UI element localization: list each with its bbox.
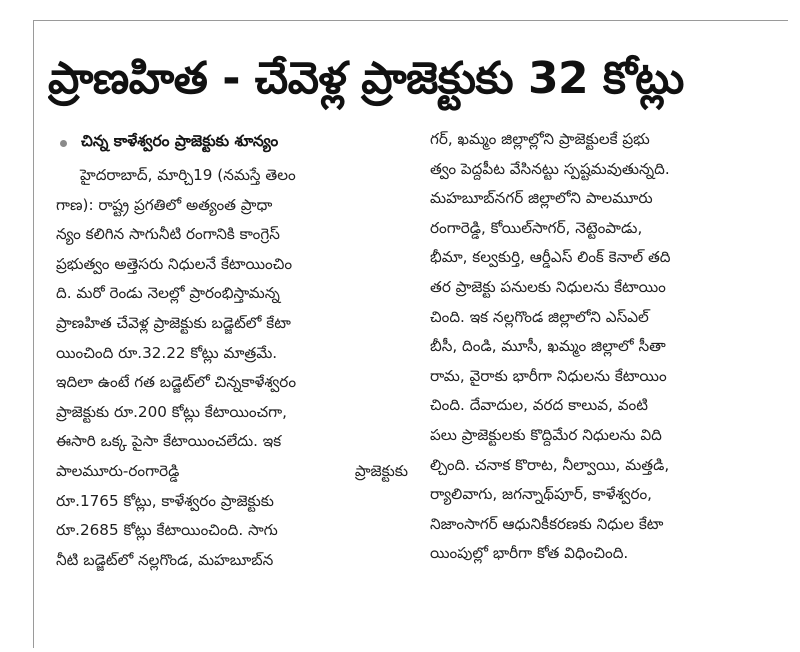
text-line: ప్రాజెక్టుకు రూ.200 కోట్లు కేటాయించగా,: [56, 402, 287, 421]
text-line: తర ప్రాజెక్టు పనులకు నిధులను కేటాయిం: [430, 277, 666, 296]
bullet-icon: [60, 140, 67, 147]
text-line: ప్రభుత్వం అత్తెసరు నిధులనే కేటాయించిం: [56, 254, 293, 273]
text-line: ఈసారి ఒక్క పైసా కేటాయించలేదు. ఇక: [56, 432, 282, 451]
text-line: [56, 457, 408, 487]
subheadline-text: చిన్న కాళేశ్వరం ప్రాజెక్టుకు శూన్యం: [81, 132, 279, 150]
text-line: పలు ప్రాజెక్టులకు కొద్దిమేర నిధులను విది: [430, 425, 662, 444]
text-line: మహబూబ్‌నగర్ జిల్లాలోని పాలమూరు: [430, 189, 653, 208]
text-line: ల్చింది. చనాక కొరాట, నీల్వాయి, మత్తడి,: [430, 455, 670, 474]
text-line: చింది. ఇక నల్లగొండ జిల్లాలోని ఎస్‌ఎల్: [430, 307, 649, 326]
news-clipping: [33, 20, 788, 648]
text-line: హైదరాబాద్, మార్చి19 (నమస్తే తెలం: [80, 166, 296, 184]
text-line: రామ, వైరాకు భారీగా నిధులను కేటాయిం: [430, 366, 667, 385]
text-line: త్వం పెద్దపీట వేసినట్టు స్పష్టమవుతున్నది.: [430, 159, 670, 178]
text-line: రూ.1765 కోట్లు, కాళేశ్వరం ప్రాజెక్టుకు: [56, 491, 274, 510]
headline: ప్రాణహిత - చేవెళ్ల ప్రాజెక్టుకు 32 కోట్లు: [48, 53, 684, 104]
text-line: చింది. దేవాదుల, వరద కాలువ, వంటి: [430, 396, 648, 415]
text-line: ప్రాణహిత చేవెళ్ల ప్రాజెక్టుకు బడ్జెట్‌లో కేటా: [56, 313, 291, 332]
text-line: బీసీ, దిండి, మూసీ, ఖమ్మం జిల్లాలో సీతా: [430, 337, 666, 356]
subheadline: [56, 125, 408, 161]
text-line: ర్యాలివాగు, జగన్నాథ్‌పూర్, కాళేశ్వరం,: [430, 485, 653, 504]
text-line: యించింది రూ.32.22 కోట్లు మాత్రమే.: [56, 343, 278, 362]
text-segment: ప్రాజెక్టుకు: [354, 461, 408, 480]
article-column-left: [56, 125, 408, 575]
text-line: యింపుల్లో భారీగా కోత విధించింది.: [430, 544, 629, 563]
text-line: గర్, ఖమ్మం జిల్లాల్లోని ప్రాజెక్టులకే ప్రభు: [430, 130, 650, 148]
article-column-right: [430, 125, 782, 569]
text-line: ఇదిలా ఉంటే గత బడ్జెట్‌లో చిన్నకాళేశ్వరం: [56, 373, 297, 392]
text-line: ది. మరో రెండు నెలల్లో ప్రారంభిస్తామన్న: [56, 284, 280, 303]
text-segment: పాలమూరు-రంగారెడ్డి: [56, 461, 180, 480]
text-line: గాణ): రాష్ట్ర ప్రగతిలో అత్యంత ప్రాధా: [56, 195, 273, 214]
text-line: నీటి బడ్జెట్‌లో నల్లగొండ, మహబూబ్‌న: [56, 550, 274, 569]
text-line: రూ.2685 కోట్లు కేటాయించింది. సాగు: [56, 521, 278, 540]
text-line: న్యం కలిగిన సాగునీటి రంగానికి కాంగ్రెస్: [56, 225, 280, 244]
text-line: నిజాంసాగర్ ఆధునికీకరణకు నిధుల కేటా: [430, 514, 664, 533]
text-line: రంగారెడ్డి, కోయిల్‌సాగర్, నెట్టెంపాడు,: [430, 218, 643, 237]
text-line: భీమా, కల్వకుర్తి, ఆర్డీఎస్ లింక్ కెనాల్ తది: [430, 248, 671, 267]
